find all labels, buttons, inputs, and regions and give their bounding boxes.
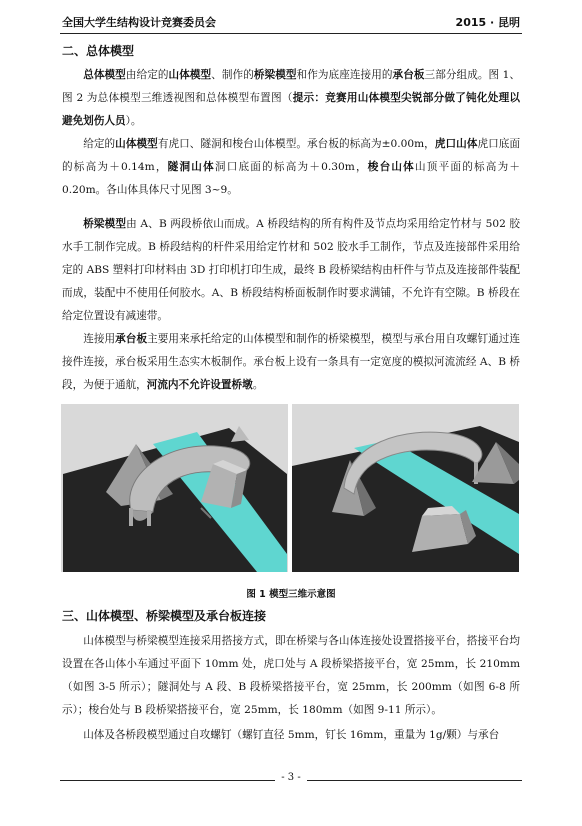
- text-run: 连接用: [83, 333, 116, 345]
- text-run: 和作为底座连接用的: [296, 69, 393, 81]
- header-rule: [60, 33, 522, 34]
- text-run: ）。: [125, 115, 142, 127]
- section-2-heading: 二、总体模型: [62, 44, 135, 58]
- section-3-heading: 三、山体模型、桥梁模型及承台板连接: [62, 609, 267, 623]
- term-base-board: 承台板: [115, 333, 148, 345]
- header-organization: 全国大学生结构设计竞赛委员会: [62, 16, 216, 29]
- term-tunnel-mountain: 隧洞山体: [167, 161, 215, 173]
- text-run: 洞口底面的标高为＋0.30m，: [214, 161, 368, 173]
- model-render-left: [61, 404, 288, 572]
- term-bridge-model: 桥梁模型: [83, 218, 127, 230]
- term-overall-model: 总体模型: [83, 69, 126, 81]
- text-run: 虎口底面的标高为＋0.14m，: [62, 138, 521, 173]
- term-bridge-model: 桥梁模型: [253, 69, 297, 81]
- section-3-paragraph-1: 山体模型与桥梁模型连接采用搭接方式，即在桥梁与各山体连接处设置搭接平台，搭接平台均设置在各山体小车通过平面下 10mm 处，虎口处与 A 段桥梁搭接平台，宽 25mm，长 210mm（如图 3-5 所示）；隧洞处与 A 段、B 段桥梁搭接平台，宽 25mm，长 200mm（如图 6-8 所示）；梭台处与 B 段桥梁搭接平台，宽 25mm，长 180mm（如图 9-11 所示）。: [62, 635, 520, 716]
- figure-1-right-render: [292, 404, 519, 572]
- term-base-board: 承台板: [392, 69, 425, 81]
- text-run: 三部分组成。图 1、图 2 为总体模型三维透视图和总体模型布置图（: [62, 69, 521, 104]
- text-run: 。: [252, 379, 264, 391]
- term-mountain-model: 山体模型: [115, 138, 158, 150]
- section-3-paragraph-2: 山体及各桥段模型通过自攻螺钉（螺钉直径 5mm，钉长 16mm，重量为 1g/颗）与承台: [83, 729, 500, 741]
- text-run: 由 A、B 两段桥依山而成。A 桥段结构的所有构件及节点均采用给定竹材与 502 胶水手工制作完成。B 桥段结构的杆件采用给定竹材和 502 胶水手工制作，节点及连接部件采用给定的 ABS 塑料打印材料由 3D 打印机打印生成，最终 B 段桥梁结构由杆件与节点及连接部件装配而成，装配中不使用任何胶水。A、B 桥段结构桥面板制作时要求满铺，不允许有空隙。B 桥段在给定位置设有减速带。: [62, 218, 521, 322]
- section-2-paragraph-2: [62, 133, 520, 202]
- term-frustum-mountain: 梭台山体: [367, 161, 415, 173]
- text-run: 给定的: [83, 138, 116, 150]
- text-run: 有虎口、隧洞和梭台山体模型。承台板的标高为±0.00m，: [157, 138, 435, 150]
- page-number-text: - 3 -: [275, 772, 306, 783]
- header-event: 2015 · 昆明: [455, 16, 520, 29]
- safety-hint: 提示：竞赛用山体模型尖锐部分做了钝化处理以避免划伤人员: [62, 92, 520, 127]
- figure-1-caption: 图 1 模型三维示意图: [246, 589, 336, 600]
- section-2-paragraph-4: [62, 328, 520, 397]
- page-number: [0, 772, 582, 783]
- text-run: 由给定的: [125, 69, 169, 81]
- section-2-paragraph-1: [62, 64, 520, 133]
- model-render-right: [292, 404, 519, 572]
- term-tiger-mouth-mountain: 虎口山体: [434, 138, 478, 150]
- no-pier-rule: 河流内不允许设置桥墩: [146, 379, 253, 391]
- term-mountain-model: 山体模型: [168, 69, 212, 81]
- text-run: 、制作的: [211, 69, 254, 81]
- figure-1-left-render: [61, 404, 288, 572]
- text-run: 山顶平面的标高为＋0.20m。各山体具体尺寸见图 3~9。: [62, 161, 521, 196]
- text-run: 主要用来承托给定的山体模型和制作的桥梁模型，模型与承台用自攻螺钉通过连接件连接，承台板采用生态实木板制作。承台板上设有一条具有一定宽度的模拟河流流经 A、B 桥段，为便于通航，: [62, 333, 521, 391]
- section-2-paragraph-3: [62, 213, 520, 328]
